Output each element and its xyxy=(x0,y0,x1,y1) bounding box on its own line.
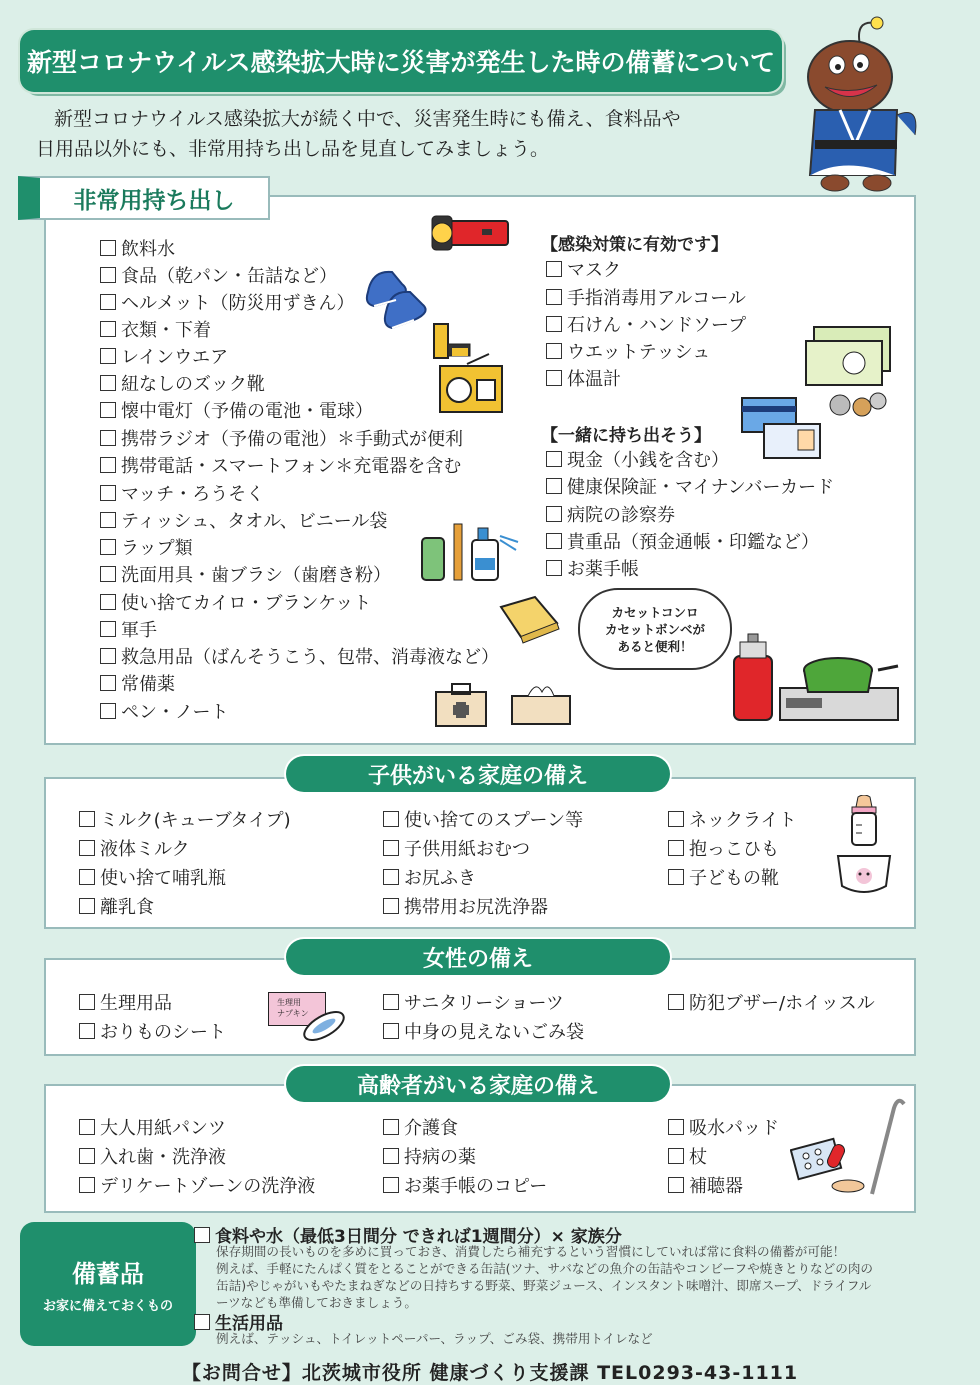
checkbox[interactable] xyxy=(100,457,116,473)
checklist-item[interactable]: ネックライト xyxy=(668,806,796,832)
checklist-item[interactable]: 大人用紙パンツ xyxy=(79,1114,226,1140)
checkbox[interactable] xyxy=(546,289,562,305)
checkbox[interactable] xyxy=(79,869,95,885)
checklist-item[interactable]: デリケートゾーンの洗浄液 xyxy=(79,1172,315,1198)
title-banner xyxy=(20,30,782,92)
emergency-heading: 非常用持ち出し xyxy=(73,187,235,214)
stock-food-text-4: ーツなども準備しておきましょう。 xyxy=(216,1295,417,1310)
radio-icon xyxy=(437,352,507,416)
checkbox[interactable] xyxy=(79,1023,95,1039)
checkbox[interactable] xyxy=(546,370,562,386)
checkbox[interactable] xyxy=(383,840,399,856)
checkbox[interactable] xyxy=(383,869,399,885)
checklist-item[interactable]: 液体ミルク xyxy=(79,835,190,861)
checkbox[interactable] xyxy=(383,811,399,827)
checkbox[interactable] xyxy=(79,840,95,856)
checklist-item[interactable]: 子供用紙おむつ xyxy=(383,835,530,861)
toiletries-icon xyxy=(418,520,528,584)
flashlight-icon xyxy=(430,213,512,253)
checklist-item[interactable]: ウエットテッシュ xyxy=(546,338,710,364)
checkbox[interactable] xyxy=(100,675,116,691)
checklist-item[interactable]: ティッシュ、タオル、ビニール袋 xyxy=(100,507,387,533)
checklist-item[interactable]: 現金（小銭を含む） xyxy=(546,446,729,472)
checklist-item[interactable]: ミルク(キューブタイプ) xyxy=(79,806,291,832)
checklist-item[interactable]: 常備薬 xyxy=(100,670,175,696)
checkbox[interactable] xyxy=(668,869,684,885)
checklist-item[interactable]: 使い捨て哺乳瓶 xyxy=(79,864,226,890)
checklist-item[interactable]: 持病の薬 xyxy=(383,1143,476,1169)
emergency-heading-tab xyxy=(18,176,270,220)
checkbox[interactable] xyxy=(100,375,116,391)
checkbox[interactable] xyxy=(100,539,116,555)
checkbox[interactable] xyxy=(546,316,562,332)
sanitary-pad-icon xyxy=(298,1006,350,1046)
checklist-item[interactable]: 健康保険証・マイナンバーカード xyxy=(546,473,834,499)
checkbox[interactable] xyxy=(79,1119,95,1135)
checkbox[interactable] xyxy=(546,261,562,277)
checkbox[interactable] xyxy=(668,811,684,827)
stock-daily-item[interactable]: 生活用品 xyxy=(194,1309,283,1334)
checkbox[interactable] xyxy=(100,512,116,528)
checklist-item[interactable]: お薬手帳のコピー xyxy=(383,1172,547,1198)
checklist-item[interactable]: 衣類・下着 xyxy=(100,316,211,342)
checkbox[interactable] xyxy=(100,430,116,446)
checklist-item[interactable]: お尻ふき xyxy=(383,864,476,890)
stock-food-item[interactable]: 食料や水（最低3日間分 できれば1週間分）× 家族分 xyxy=(194,1222,622,1247)
checklist-item[interactable]: 体温計 xyxy=(546,365,621,391)
checklist-item[interactable]: 子どもの靴 xyxy=(668,864,779,890)
together-heading: 【一緒に持ち出そう】 xyxy=(541,426,711,446)
checkbox[interactable] xyxy=(100,321,116,337)
checklist-item[interactable]: 救急用品（ばんそうこう、包帯、消毒液など） xyxy=(100,643,499,669)
checklist-item[interactable]: ラップ類 xyxy=(100,534,193,560)
checklist-item[interactable]: 補聴器 xyxy=(668,1172,743,1198)
checkbox[interactable] xyxy=(668,994,684,1010)
checklist-item[interactable]: 紐なしのズック靴 xyxy=(100,370,265,396)
checkbox[interactable] xyxy=(100,566,116,582)
mascot-illustration xyxy=(785,15,935,195)
checkbox[interactable] xyxy=(546,506,562,522)
checkbox[interactable] xyxy=(546,560,562,576)
shoes-icon xyxy=(362,262,440,334)
checklist-item[interactable]: おりものシート xyxy=(79,1018,226,1044)
checklist-item[interactable]: サニタリーショーツ xyxy=(383,989,564,1015)
checklist-item[interactable]: 軍手 xyxy=(100,616,157,642)
checkbox[interactable] xyxy=(100,648,116,664)
checklist-item[interactable]: ヘルメット（防災用ずきん） xyxy=(100,289,354,315)
checklist-item[interactable]: レインウエア xyxy=(100,343,228,369)
checkbox[interactable] xyxy=(100,348,116,364)
checklist-item[interactable]: 携帯ラジオ（予備の電池）＊手動式が便利 xyxy=(100,425,463,451)
heat-pack-icon xyxy=(495,593,561,645)
checkbox[interactable] xyxy=(546,478,562,494)
contact-info: 【お問合せ】北茨城市役所 健康づくり支援課 TEL0293-43-1111 xyxy=(181,1362,799,1384)
checkbox[interactable] xyxy=(79,811,95,827)
checkbox[interactable] xyxy=(546,451,562,467)
baby-bottle-icon xyxy=(844,795,884,849)
checklist-item[interactable]: 懐中電灯（予備の電池・電球） xyxy=(100,397,373,423)
checkbox[interactable] xyxy=(100,240,116,256)
checkbox[interactable] xyxy=(194,1314,210,1330)
checkbox[interactable] xyxy=(546,343,562,359)
checklist-item[interactable]: 使い捨てカイロ・ブランケット xyxy=(100,589,371,615)
checklist-item[interactable]: 石けん・ハンドソープ xyxy=(546,311,746,337)
stock-food-text-3: 缶詰)やじゃがいもやたまねぎなどの日持ちする野菜、野菜ジュース、インスタント味噌汁、即席スープ、ドライフル xyxy=(216,1278,872,1293)
checkbox[interactable] xyxy=(79,1148,95,1164)
stock-label-box xyxy=(20,1222,196,1346)
intro-line-2: 日用品以外にも、非常用持ち出し品を見直してみましょう。 xyxy=(36,138,550,160)
sanitary-pad-package-icon: 生理用 ナプキン xyxy=(268,992,326,1026)
elderly-heading: 高齢者がいる家庭の備え xyxy=(286,1066,670,1102)
checklist-item[interactable]: 携帯電話・スマートフォン＊充電器を含む xyxy=(100,452,461,478)
checkbox[interactable] xyxy=(546,533,562,549)
checkbox[interactable] xyxy=(79,994,95,1010)
checklist-item[interactable]: 防犯ブザー/ホイッスル xyxy=(668,989,875,1015)
stock-subtitle: お家に備えておくもの xyxy=(42,1299,173,1314)
checklist-item[interactable]: 病院の診察券 xyxy=(546,501,675,527)
diaper-icon xyxy=(834,852,894,900)
page-title: 新型コロナウイルス感染拡大時に災害が発生した時の備蓄について xyxy=(26,48,775,77)
checkbox[interactable] xyxy=(383,994,399,1010)
checklist-item[interactable]: 吸水パッド xyxy=(668,1114,779,1140)
checkbox[interactable] xyxy=(100,703,116,719)
checkbox[interactable] xyxy=(383,898,399,914)
checklist-item[interactable]: 使い捨てのスプーン等 xyxy=(383,806,583,832)
checklist-item[interactable]: 離乳食 xyxy=(79,893,154,919)
children-heading: 子供がいる家庭の備え xyxy=(286,756,670,792)
first-aid-kit-icon xyxy=(432,680,490,730)
checklist-item[interactable]: 入れ歯・洗浄液 xyxy=(79,1143,226,1169)
id-cards-icon xyxy=(740,396,824,462)
women-heading: 女性の備え xyxy=(286,939,670,975)
speech-bubble: カセットコンロ カセットボンベが あると便利！ xyxy=(578,588,732,670)
checkbox[interactable] xyxy=(668,1177,684,1193)
intro-line-1: 新型コロナウイルス感染拡大が続く中で、災害発生時にも備え、食料品や xyxy=(54,108,681,130)
checkbox[interactable] xyxy=(100,294,116,310)
checklist-item[interactable]: マスク xyxy=(546,256,621,282)
checkbox[interactable] xyxy=(668,840,684,856)
checklist-item[interactable]: 洗面用具・歯ブラシ（歯磨き粉） xyxy=(100,561,391,587)
checkbox[interactable] xyxy=(383,1148,399,1164)
stock-daily-text: 例えば、テッシュ、トイレットペーパー、ラップ、ごみ袋、携帯用トイレなど xyxy=(216,1331,653,1346)
stock-food-text-1: 保存期間の長いものを多めに買っておき、消費したら補充するという習慣にしていれば常に食料の備蓄が可能！ xyxy=(216,1244,846,1259)
checklist-item[interactable]: ペン・ノート xyxy=(100,698,228,724)
checkbox[interactable] xyxy=(79,1177,95,1193)
checkbox[interactable] xyxy=(100,621,116,637)
infection-heading: 【感染対策に有効です】 xyxy=(541,235,728,255)
checkbox[interactable] xyxy=(100,485,116,501)
checkbox[interactable] xyxy=(668,1148,684,1164)
checkbox[interactable] xyxy=(100,402,116,418)
checklist-item[interactable]: 飲料水 xyxy=(100,235,175,261)
checkbox[interactable] xyxy=(194,1227,210,1243)
tissue-box-icon xyxy=(508,678,574,728)
checkbox[interactable] xyxy=(383,1119,399,1135)
checklist-item[interactable]: 杖 xyxy=(668,1143,707,1169)
checkbox[interactable] xyxy=(383,1177,399,1193)
checklist-item[interactable]: 貴重品（預金通帳・印鑑など） xyxy=(546,528,819,554)
checklist-item[interactable]: 生理用品 xyxy=(79,989,172,1015)
checkbox[interactable] xyxy=(100,267,116,283)
checklist-item[interactable]: 食品（乾パン・缶詰など） xyxy=(100,262,337,288)
stock-food-text-2: 例えば、手軽にたんぱく質をとることができる缶詰(ツナ、サバなどの魚介の缶詰やコンビーフや焼きとりなどの肉の xyxy=(216,1261,874,1276)
checkbox[interactable] xyxy=(668,1119,684,1135)
stock-title: 備蓄品 xyxy=(72,1260,144,1288)
checkbox[interactable] xyxy=(100,594,116,610)
medicine-cane-icon xyxy=(790,1094,908,1198)
cassette-stove-icon xyxy=(728,630,903,726)
checkbox[interactable] xyxy=(79,898,95,914)
checklist-item[interactable]: マッチ・ろうそく xyxy=(100,480,264,506)
checklist-item[interactable]: お薬手帳 xyxy=(546,555,639,581)
checklist-item[interactable]: 携帯用お尻洗浄器 xyxy=(383,893,548,919)
checklist-item[interactable]: 介護食 xyxy=(383,1114,458,1140)
checkbox[interactable] xyxy=(383,1023,399,1039)
checklist-item[interactable]: 手指消毒用アルコール xyxy=(546,284,746,310)
checklist-item[interactable]: 抱っこひも xyxy=(668,835,779,861)
checklist-item[interactable]: 中身の見えないごみ袋 xyxy=(383,1018,584,1044)
